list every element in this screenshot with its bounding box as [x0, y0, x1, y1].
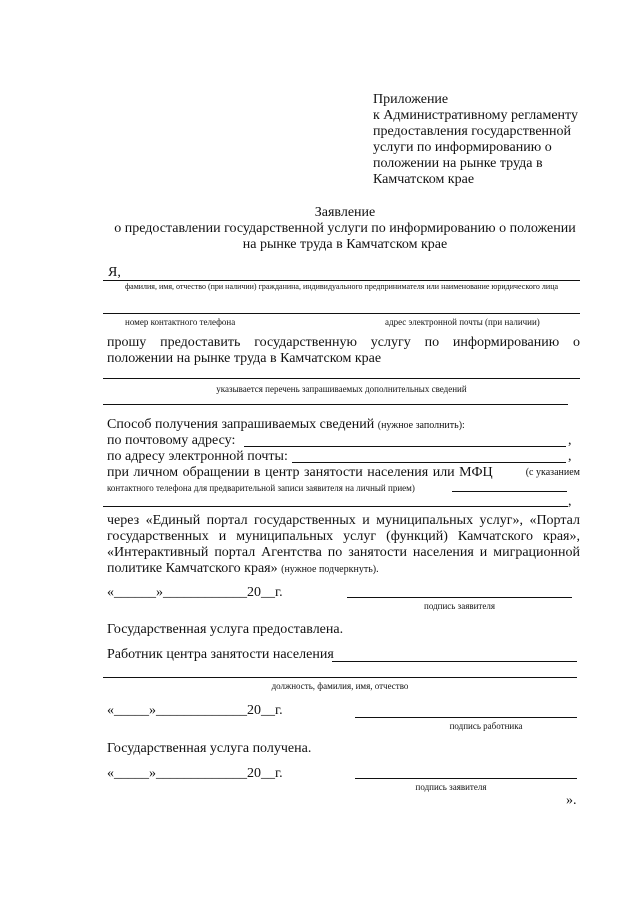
- worker-caption: должность, фамилия, имя, отчество: [271, 681, 409, 691]
- date-applicant: «______»____________20__г.: [107, 585, 283, 600]
- email-comma: ,: [568, 449, 572, 464]
- inperson-label: при личном обращении в центр занятости населения или МФЦ: [107, 465, 493, 480]
- email-caption: адрес электронной почты (при наличии): [385, 317, 540, 327]
- portal-note: (нужное подчеркнуть).: [281, 564, 379, 575]
- applicant-name-caption: фамилия, имя, отчество (при наличии) гражданина, индивидуального предпринимателя или наименование юридического лица: [124, 282, 559, 291]
- appendix-line: Камчатском крае: [373, 172, 475, 187]
- page-title: Заявление: [314, 205, 376, 220]
- portal-text: [107, 561, 379, 578]
- request-caption: указывается перечень запрашиваемых дополнительных сведений: [216, 384, 467, 394]
- page-subtitle: на рынке труда в Камчатском крае: [242, 237, 448, 252]
- inperson-text: [107, 465, 580, 481]
- email-address-line: [292, 462, 566, 463]
- signature-line: [355, 778, 577, 779]
- portal-text: через «Единый портал государственных и муниципальных услуг», «Портал: [107, 513, 580, 528]
- postal-label: по почтовому адресу:: [107, 433, 236, 448]
- applicant-prefix: Я,: [108, 265, 121, 280]
- method-heading: [107, 417, 465, 434]
- appendix-line: положении на рынке труда в: [373, 156, 543, 171]
- worker-label: Работник центра занятости населения: [107, 647, 334, 662]
- appendix-block: [373, 92, 578, 188]
- inperson-note-line2: контактного телефона для предварительной записи заявителя на личный прием): [107, 483, 415, 493]
- signature-caption: подпись заявителя: [424, 601, 495, 611]
- signature-line: [347, 597, 572, 598]
- request-line: [103, 378, 580, 379]
- email-label: по адресу электронной почты:: [107, 449, 288, 464]
- appendix-line: услуги по информированию о: [373, 140, 552, 155]
- appendix-line: Приложение: [373, 92, 449, 107]
- request-text: положении на рынке труда в Камчатском крае: [107, 351, 382, 366]
- date-applicant-received: «_____»_____________20__г.: [107, 766, 283, 781]
- phone-caption: номер контактного телефона: [125, 317, 236, 327]
- closing-quote: ».: [566, 793, 577, 808]
- signature-caption: подпись заявителя: [415, 782, 487, 792]
- request-line: [103, 404, 568, 405]
- applicant-contact-line: [103, 313, 580, 314]
- page-subtitle: о предоставлении государственной услуги по информированию о положении: [114, 221, 576, 236]
- service-received: Государственная услуга получена.: [107, 741, 312, 756]
- appendix-line: предоставления государственной: [373, 124, 572, 139]
- worker-line2: [103, 677, 577, 678]
- date-worker: «_____»_____________20__г.: [107, 703, 283, 718]
- portal-text-end: политике Камчатского края»: [107, 561, 278, 576]
- worker-line: [332, 661, 577, 662]
- inperson-note: (с указанием: [525, 467, 580, 478]
- signature-caption: подпись работника: [449, 721, 523, 731]
- method-heading-text: Способ получения запрашиваемых сведений: [107, 417, 375, 432]
- inperson-line: [452, 491, 567, 492]
- portal-text: государственных и муниципальных услуг (функций) Камчатского края»,: [107, 529, 580, 544]
- applicant-name-line: [103, 280, 580, 281]
- request-text: прошу предоставить государственную услугу по информированию о: [107, 335, 580, 350]
- portal-text: «Интерактивный портал Агентства по занятости населения и миграционной: [107, 545, 580, 560]
- inperson-line2: [103, 506, 568, 507]
- postal-address-line: [244, 446, 566, 447]
- method-heading-note: (нужное заполнить):: [377, 420, 465, 431]
- appendix-line: к Административному регламенту: [373, 108, 578, 123]
- service-provided: Государственная услуга предоставлена.: [107, 622, 344, 637]
- signature-line: [355, 717, 577, 718]
- inperson-comma: ,: [568, 494, 572, 509]
- postal-comma: ,: [568, 433, 572, 448]
